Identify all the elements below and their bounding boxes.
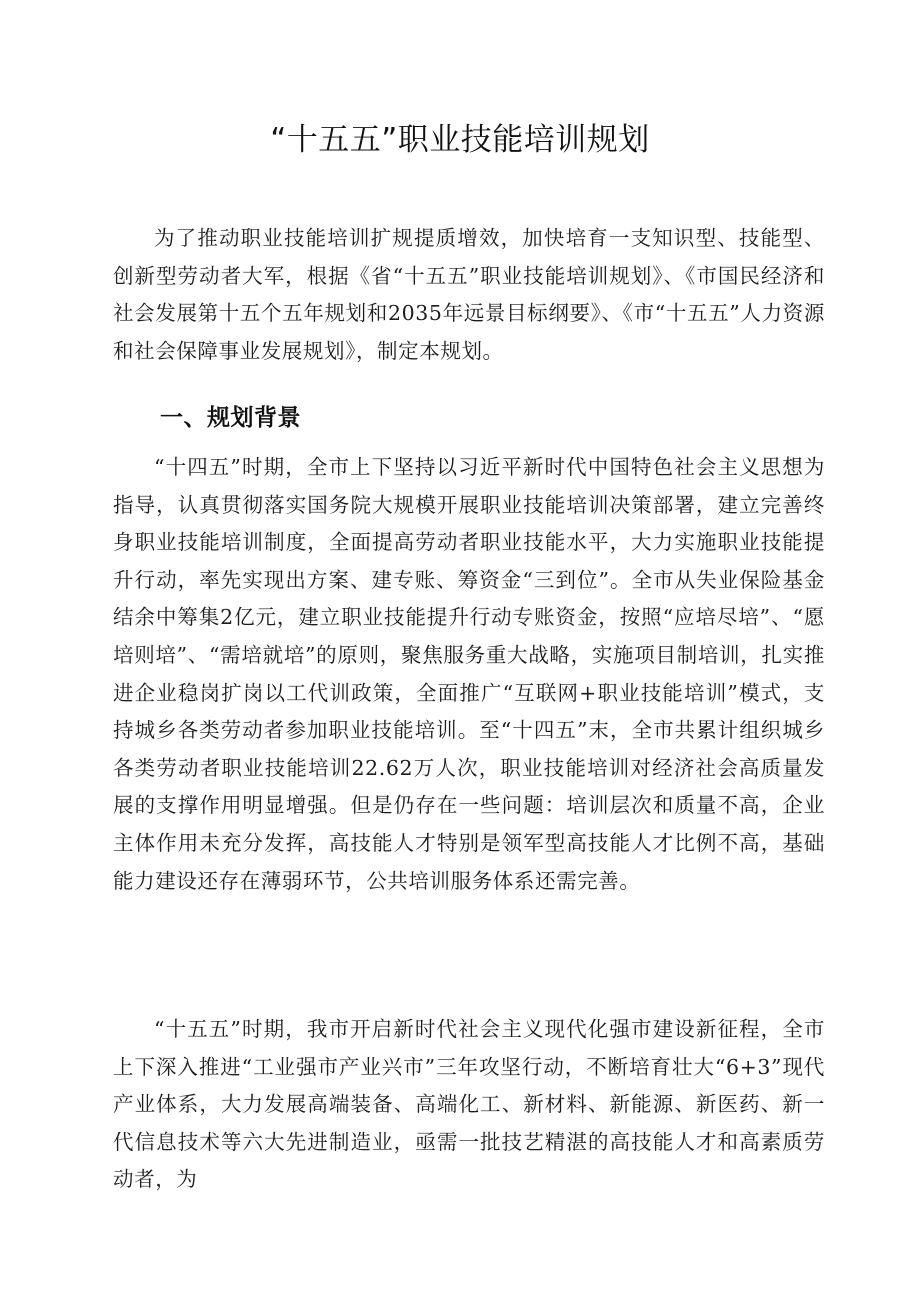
document-title: “十五五”职业技能培训规划 <box>270 122 650 158</box>
section-heading-background: 一、规划背景 <box>160 405 301 431</box>
background-paragraph-1: “十四五”时期，全市上下坚持以习近平新时代中国特色社会主义思想为指导，认真贯彻落实国务院大规模开展职业技能培训决策部署，建立完善终身职业技能培训制度，全面提高劳动者职业技能水平，大力实施职业技能提升行动，率先实现出方案、建专账、筹资金“三到位”。全市从失业保险基金结余中筹集2亿元，建立职业技能提升行动专账资金，按照“应培尽培”、“愿培则培”、“需培就培”的原则，聚焦服务重大战略，实施项目制培训，扎实推进企业稳岗扩岗以工代训政策，全面推广“互联网+职业技能培训”模式，支持城乡各类劳动者参加职业技能培训。至“十四五”末，全市共累计组织城乡各类劳动者职业技能培训22.62万人次，职业技能培训对经济社会高质量发展的支撑作用明显增强。但是仍存在一些问题：培训层次和质量不高，企业主体作用未充分发挥，高技能人才特别是领军型高技能人才比例不高，基础能力建设还存在薄弱环节，公共培训服务体系还需完善。 <box>113 455 825 893</box>
intro-paragraph: 为了推动职业技能培训扩规提质增效，加快培育一支知识型、技能型、创新型劳动者大军，根据《省“十五五”职业技能培训规划》、《市国民经济和社会发展第十五个五年规划和2035年远景目标纲要》、《市“十五五”人力资源和社会保障事业发展规划》，制定本规划。 <box>113 226 825 363</box>
background-paragraph-2: “十五五”时期，我市开启新时代社会主义现代化强市建设新征程，全市上下深入推进“工业强市产业兴市”三年攻坚行动，不断培育壮大“6+3”现代产业体系，大力发展高端装备、高端化工、新材料、新能源、新医药、新一代信息技术等六大先进制造业，亟需一批技艺精湛的高技能人才和高素质劳动者，为 <box>113 1017 825 1192</box>
